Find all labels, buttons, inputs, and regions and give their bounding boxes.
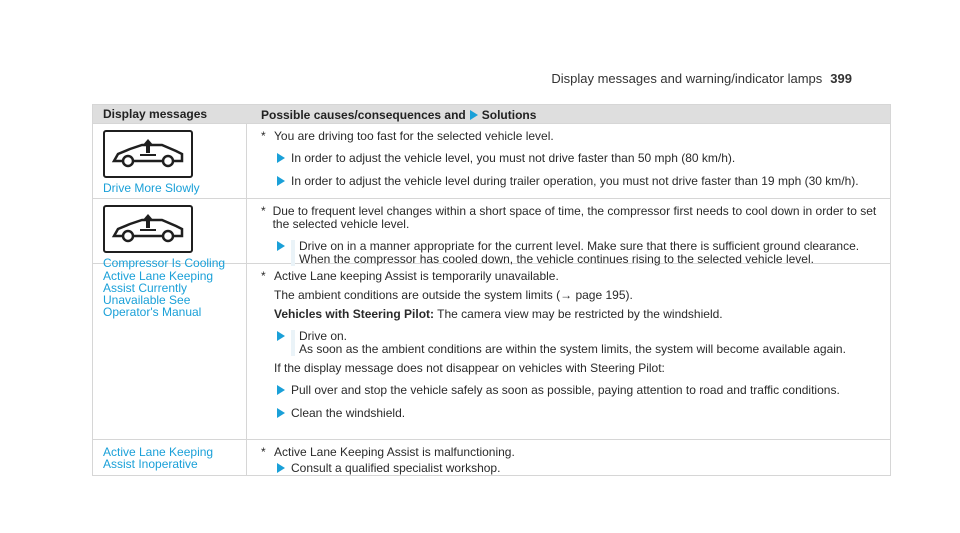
solution-text: Drive on in a manner appropriate for the current level. Make sure that there is sufficient ground clearance. <box>299 239 860 253</box>
solution-arrow-icon <box>277 330 285 356</box>
cause-text: Due to frequent level changes within a short space of time, the compressor first needs to cool down in order to set the selected vehicle level. <box>272 204 877 231</box>
col2-header: Possible causes/consequences and Solutions <box>261 108 537 122</box>
solution-item <box>277 384 882 398</box>
solution-text: When the compressor has cooled down, the vehicle continues rising to the selected vehicle level. <box>299 252 814 266</box>
bullet-star: * <box>261 204 266 218</box>
steering-note: Vehicles with Steering Pilot: The camera view may be restricted by the windshield. <box>274 307 723 321</box>
cause-cell <box>247 124 890 198</box>
solution-text: Clean the windshield. <box>291 406 406 420</box>
table-row <box>93 198 890 270</box>
solution-arrow-icon <box>277 175 285 189</box>
cause-cell <box>247 199 890 266</box>
table-row <box>93 439 890 475</box>
solution-arrow-icon <box>277 152 285 166</box>
solution-item <box>277 330 882 356</box>
table-row <box>93 263 890 439</box>
solution-arrow-icon <box>470 110 478 120</box>
message-cell <box>93 199 247 270</box>
solution-text: Drive on. <box>299 329 348 343</box>
message-cell <box>93 440 247 475</box>
cause-text: You are driving too fast for the selected vehicle level. <box>274 129 554 143</box>
note-text: The ambient conditions are outside the system limits (→ page 195). <box>274 288 633 302</box>
message-text: Active Lane Keeping Assist Currently Unavailable See Operator's Manual <box>103 269 214 319</box>
vehicle-level-raise-icon <box>103 205 193 253</box>
message-text: Compressor Is Cooling <box>103 256 226 270</box>
if-text: If the display message does not disappear on vehicles with Steering Pilot: <box>274 361 665 375</box>
solution-item <box>277 175 882 189</box>
vehicle-level-raise-icon <box>103 130 193 178</box>
solution-text: Consult a qualified specialist workshop. <box>291 461 501 475</box>
solution-item <box>277 240 882 266</box>
cause-text: Active Lane keeping Assist is temporarily unavailable. <box>274 269 559 283</box>
section-title: Display messages and warning/indicator lamps <box>551 71 823 86</box>
cause-cell <box>247 440 890 475</box>
bullet-star: * <box>261 445 266 459</box>
solution-arrow-icon <box>277 462 285 476</box>
table-header <box>93 105 890 123</box>
table-row <box>93 123 890 198</box>
message-text: Active Lane Keeping Assist Inoperative <box>103 445 214 471</box>
cause-cell <box>247 264 890 439</box>
bullet-star: * <box>261 129 266 143</box>
solution-item <box>277 152 882 166</box>
solution-arrow-icon <box>277 240 285 266</box>
running-header <box>551 71 852 86</box>
bullet-star: * <box>261 269 266 283</box>
col1-header: Display messages <box>103 107 208 121</box>
solution-text: As soon as the ambient conditions are within the system limits, the system will become available again. <box>299 342 846 356</box>
solution-text: Pull over and stop the vehicle safely as soon as possible, paying attention to road and traffic conditions. <box>291 383 840 397</box>
solution-text: In order to adjust the vehicle level, you must not drive faster than 50 mph (80 km/h). <box>291 151 736 165</box>
solution-arrow-icon <box>277 384 285 398</box>
messages-table <box>92 104 891 476</box>
solution-item <box>277 407 882 421</box>
message-text: Drive More Slowly <box>103 181 200 195</box>
page-number: 399 <box>830 71 852 86</box>
cause-text: Active Lane Keeping Assist is malfunctioning. <box>274 445 515 459</box>
message-cell <box>93 124 247 198</box>
message-cell <box>93 264 247 439</box>
solution-text: In order to adjust the vehicle level during trailer operation, you must not drive faster than 19 mph (30 km/h). <box>291 174 859 188</box>
solution-item <box>277 462 882 476</box>
solution-arrow-icon <box>277 407 285 421</box>
